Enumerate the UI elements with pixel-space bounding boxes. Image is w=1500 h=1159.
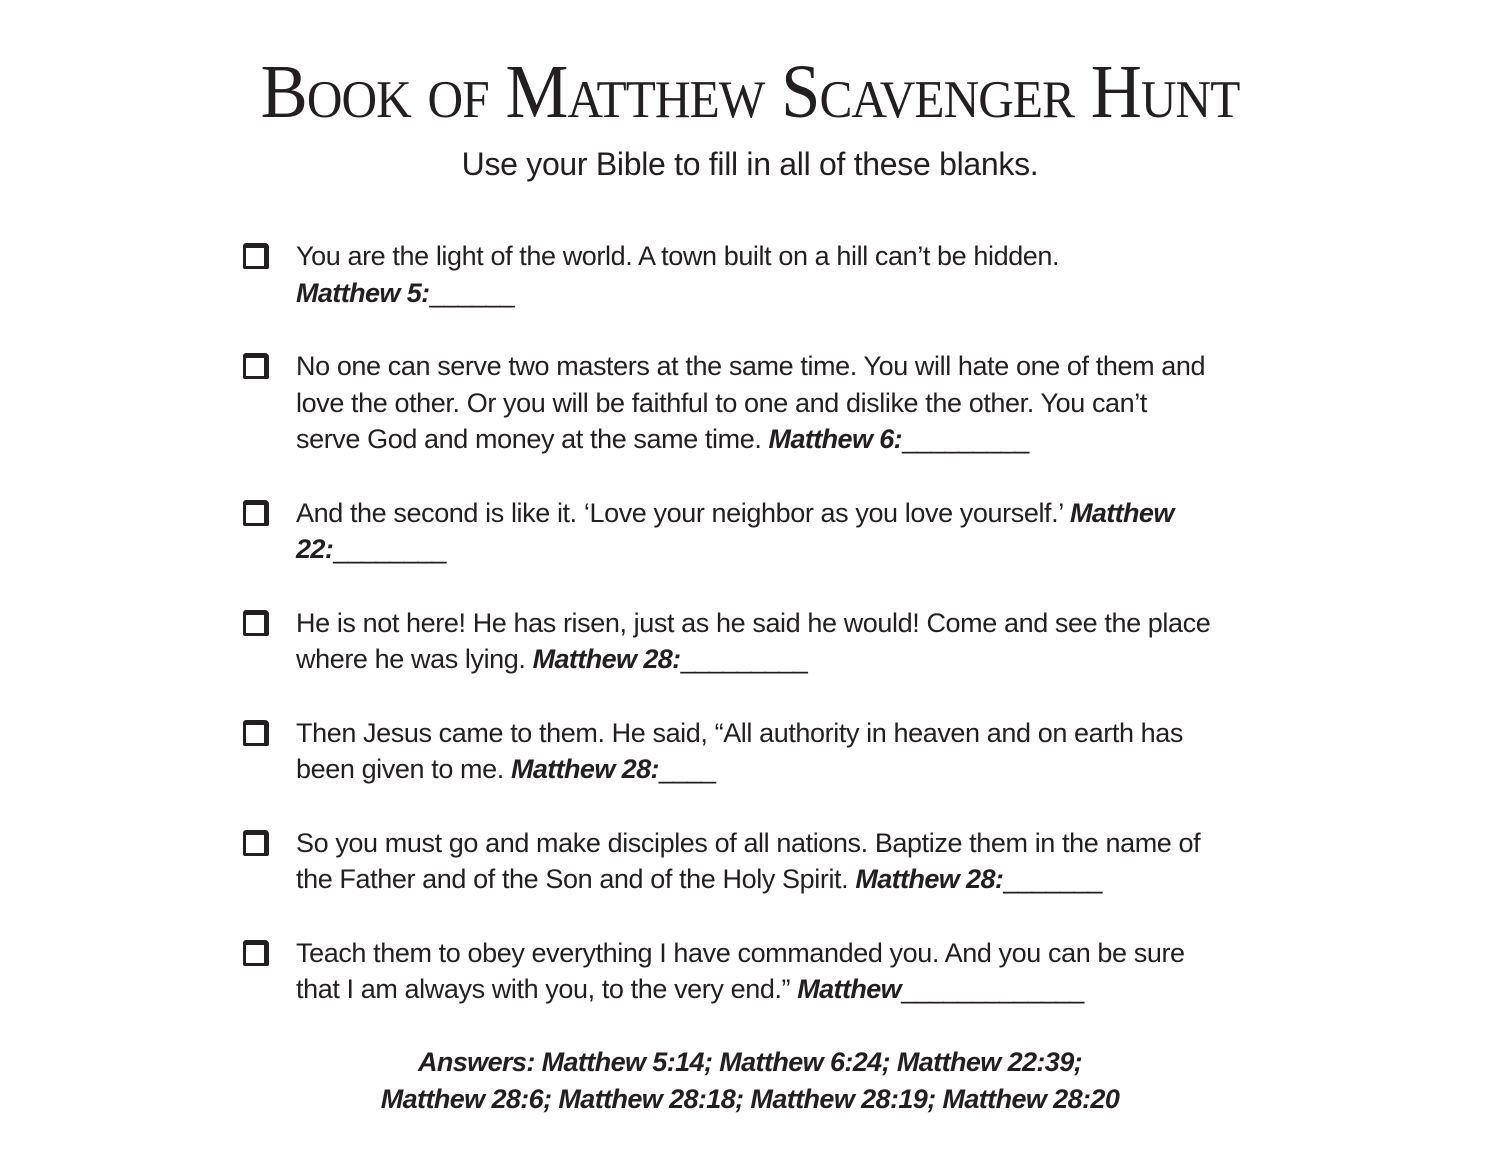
answer-blank[interactable]: ________ bbox=[333, 534, 446, 564]
verse-line bbox=[296, 495, 1303, 532]
answer-key-line-1: Answers: Matthew 5:14; Matthew 6:24; Matthew 22:39; bbox=[417, 1047, 1083, 1077]
verse-line bbox=[296, 825, 1303, 862]
verse-text: Teach them to obey everything I have commanded you. And you can be sure bbox=[296, 937, 1185, 968]
verse-line bbox=[296, 935, 1303, 972]
verse-reference: 22: bbox=[296, 534, 334, 564]
checkbox-icon[interactable] bbox=[243, 243, 269, 269]
checkbox-icon[interactable] bbox=[243, 500, 269, 526]
answer-key-line-2: Matthew 28:6; Matthew 28:18; Matthew 28:19; Matthew 28:20 bbox=[380, 1084, 1120, 1114]
answer-blank[interactable]: ____ bbox=[658, 754, 715, 784]
verse-line bbox=[296, 275, 1303, 312]
verse-text: You are the light of the world. A town built on a hill can’t be hidden. bbox=[296, 241, 1060, 271]
answer-blank[interactable]: ______ bbox=[429, 277, 514, 308]
verse-text: serve God and money at the same time. bbox=[296, 424, 769, 454]
scavenger-hunt-list bbox=[243, 238, 1303, 1045]
verse-line bbox=[296, 751, 1303, 788]
verse-line bbox=[296, 348, 1303, 385]
verse-line bbox=[296, 385, 1303, 422]
verse-text: the Father and of the Son and of the Holy Spirit. bbox=[296, 864, 856, 894]
verse-text: He is not here! He has risen, just as he said he would! Come and see the place bbox=[296, 607, 1211, 638]
instructions-subtitle: Use your Bible to fill in all of these blanks. bbox=[461, 146, 1039, 182]
verse-line bbox=[296, 641, 1303, 678]
answer-blank[interactable]: _________ bbox=[902, 424, 1029, 454]
page-title: Book of Matthew Scavenger Hunt bbox=[260, 50, 1240, 134]
answer-blank[interactable]: _________ bbox=[680, 644, 807, 674]
verse-line bbox=[296, 421, 1303, 458]
verse-text: that I am always with you, to the very end.” bbox=[296, 974, 798, 1004]
verse-line bbox=[296, 605, 1303, 642]
verse-text: Then Jesus came to them. He said, “All authority in heaven and on earth has bbox=[296, 717, 1184, 748]
hunt-item-6 bbox=[243, 825, 1303, 898]
verse-reference: Matthew 5: bbox=[296, 277, 430, 308]
verse-line bbox=[296, 531, 1303, 568]
answer-key bbox=[0, 1044, 1500, 1118]
checkbox-icon[interactable] bbox=[243, 610, 269, 636]
checkbox-icon[interactable] bbox=[243, 830, 269, 856]
verse-text: So you must go and make disciples of all nations. Baptize them in the name of bbox=[296, 827, 1201, 858]
verse-reference: Matthew 6: bbox=[768, 424, 903, 454]
verse-text: been given to me. bbox=[296, 754, 511, 784]
answer-blank[interactable]: _______ bbox=[1003, 864, 1102, 894]
hunt-item-2 bbox=[243, 348, 1303, 458]
verse-text: No one can serve two masters at the same time. You will hate one of them and bbox=[296, 351, 1206, 381]
verse-reference: Matthew bbox=[1069, 497, 1174, 528]
hunt-item-7 bbox=[243, 935, 1303, 1008]
answer-blank[interactable]: _____________ bbox=[901, 974, 1084, 1004]
checkbox-icon[interactable] bbox=[243, 720, 269, 746]
verse-reference: Matthew 28: bbox=[532, 644, 681, 674]
hunt-item-4 bbox=[243, 605, 1303, 678]
verse-line bbox=[296, 238, 1303, 275]
hunt-item-1 bbox=[243, 238, 1303, 311]
verse-text: And the second is like it. ‘Love your neighbor as you love yourself.’ bbox=[296, 497, 1070, 528]
verse-line bbox=[296, 861, 1303, 898]
verse-text: where he was lying. bbox=[296, 644, 533, 674]
checkbox-icon[interactable] bbox=[243, 940, 269, 966]
verse-reference: Matthew 28: bbox=[510, 754, 659, 784]
hunt-item-5 bbox=[243, 715, 1303, 788]
hunt-item-3 bbox=[243, 495, 1303, 568]
verse-reference: Matthew bbox=[797, 974, 902, 1004]
verse-reference: Matthew 28: bbox=[855, 864, 1004, 894]
verse-line bbox=[296, 971, 1303, 1008]
checkbox-icon[interactable] bbox=[243, 353, 269, 379]
verse-text: love the other. Or you will be faithful to one and dislike the other. You can’t bbox=[296, 387, 1147, 418]
verse-line bbox=[296, 715, 1303, 752]
